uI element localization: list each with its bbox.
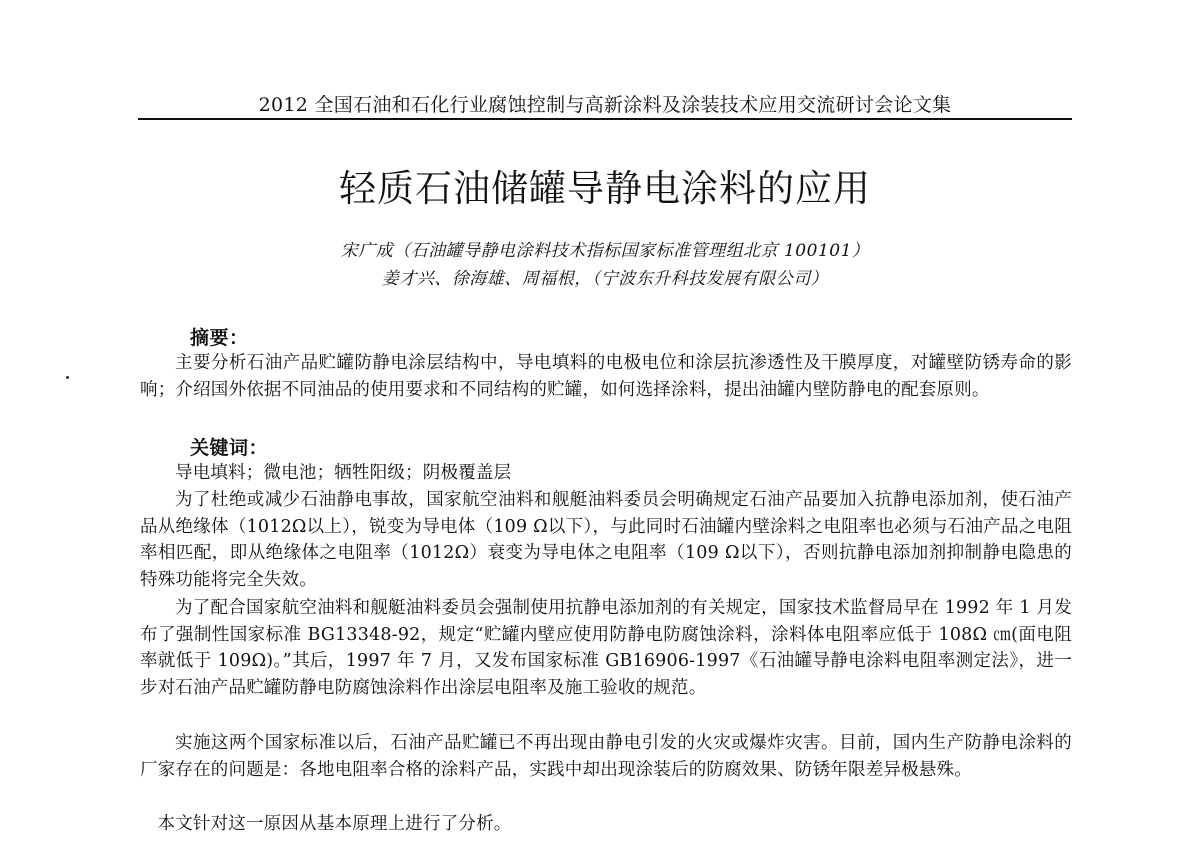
scan-speck (66, 376, 69, 379)
body-paragraph-1: 为了杜绝或减少石油静电事故，国家航空油料和舰艇油料委员会明确规定石油产品要加入抗静电添加剂，使石油产品从绝缘体（1012Ω以上），锐变为导电体（109 Ω以下），与此同时石油罐内壁涂料之电阻率也必须与石油产品之电阻率相匹配，即从绝缘体之电阻率（1012Ω）衰变为导电体之电阻率（109 Ω以下），否则抗静电添加剂抑制静电隐患的特殊功能将完全失效。 (140, 490, 1072, 590)
author-line-2: 姜才兴、徐海雄、周福根，（宁波东升科技发展有限公司） (381, 269, 829, 289)
body-paragraph-4: 本文针对这一原因从基本原理上进行了分析。 (157, 814, 512, 834)
author-line-1: 宋广成（石油罐导静电涂料技术指标国家标准管理组北京 100101） (340, 241, 870, 261)
body-paragraph-3: 实施这两个国家标准以后，石油产品贮罐已不再出现由静电引发的火灾或爆炸灾害。目前，国内生产防静电涂料的厂家存在的问题是：各地电阻率合格的涂料产品，实践中却出现涂装后的防腐效果、防锈年限差异极悬殊。 (140, 733, 1072, 780)
body-paragraph-2: 为了配合国家航空油料和舰艇油料委员会强制使用抗静电添加剂的有关规定，国家技术监督局早在 1992 年 1 月发布了强制性国家标准 BG13348-92，规定“贮罐内壁应使用防静电防腐蚀涂料，涂料体电阻率应低于 108Ω ㎝(面电阻率就低于 109Ω)。”其后，1997 年 7 月，又发布国家标准 GB16906-1997《石油罐导静电涂料电阻率测定法》，进一步对石油产品贮罐防静电防腐蚀涂料作出涂层电阻率及施工验收的规范。 (140, 598, 1072, 698)
header-rule (138, 118, 1072, 120)
abstract-heading: 摘要： (190, 327, 249, 349)
article-title: 轻质石油储罐导静电涂料的应用 (339, 167, 871, 210)
keywords-text: 导电填料；微电池；牺牲阳级；阴极覆盖层 (175, 463, 512, 483)
keywords-heading: 关键词： (190, 437, 269, 459)
abstract-text: 主要分析石油产品贮罐防静电涂层结构中，导电填料的电极电位和涂层抗渗透性及干膜厚度，对罐壁防锈寿命的影响；介绍国外依据不同油品的使用要求和不同结构的贮罐，如何选择涂料，提出油罐内壁防静电的配套原则。 (140, 353, 1072, 400)
running-header: 2012 全国石油和石化行业腐蚀控制与高新涂料及涂装技术应用交流研讨会论文集 (258, 94, 952, 116)
